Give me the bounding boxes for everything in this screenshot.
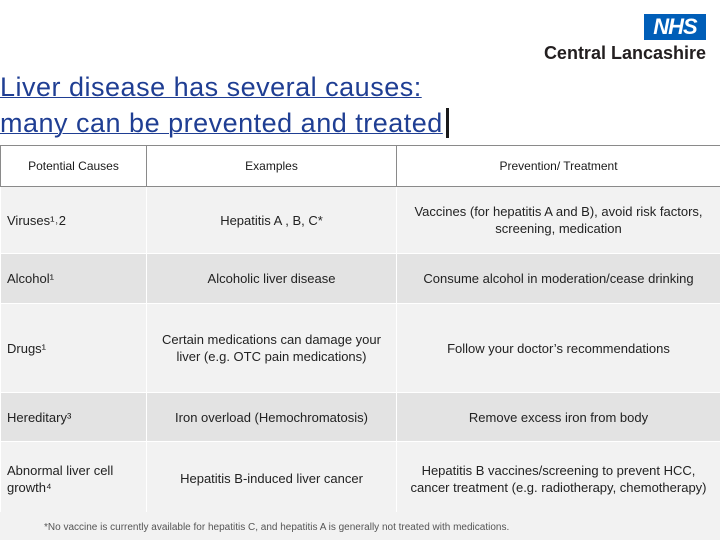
logo-area [0, 0, 720, 70]
cause-cell: Hereditary³ [1, 393, 147, 442]
cause-cell: Viruses¹˒2 [1, 187, 147, 254]
example-cell: Hepatitis B-induced liver cancer [147, 442, 397, 516]
title-line-2: many can be prevented and treated [0, 106, 449, 140]
table-row [1, 254, 720, 304]
table-row [1, 304, 720, 393]
example-cell: Alcoholic liver disease [147, 254, 397, 304]
table-row [1, 442, 720, 516]
treatment-cell: Remove excess iron from body [397, 393, 720, 442]
example-cell: Iron overload (Hemochromatosis) [147, 393, 397, 442]
causes-table [0, 145, 720, 516]
cause-cell: Drugs¹ [1, 304, 147, 393]
table-header-row [1, 146, 720, 187]
cause-cell: Alcohol¹ [1, 254, 147, 304]
treatment-cell: Vaccines (for hepatitis A and B), avoid risk factors, screening, medication [397, 187, 720, 254]
table-row [1, 393, 720, 442]
title-line-1: Liver disease has several causes: [0, 70, 428, 104]
example-cell: Certain medications can damage your liver (e.g. OTC pain medications) [147, 304, 397, 393]
example-cell: Hepatitis A , B, C* [147, 187, 397, 254]
cause-cell: Abnormal liver cell growth⁴ [1, 442, 147, 516]
nhs-logo: NHS [644, 14, 706, 40]
treatment-cell: Hepatitis B vaccines/screening to prevent HCC, cancer treatment (e.g. radiotherapy, chemotherapy) [397, 442, 720, 516]
treatment-cell: Consume alcohol in moderation/cease drinking [397, 254, 720, 304]
treatment-cell: Follow your doctor’s recommendations [397, 304, 720, 393]
table-row [1, 187, 720, 254]
header-potential-causes: Potential Causes [1, 146, 147, 187]
header-prevention-treatment: Prevention/ Treatment [397, 146, 720, 187]
footnote: *No vaccine is currently available for hepatitis C, and hepatitis A is generally not treated with medications. [44, 522, 510, 533]
slide-title [0, 70, 720, 145]
header-examples: Examples [147, 146, 397, 187]
nhs-trust-name: Central Lancashire [543, 43, 706, 63]
